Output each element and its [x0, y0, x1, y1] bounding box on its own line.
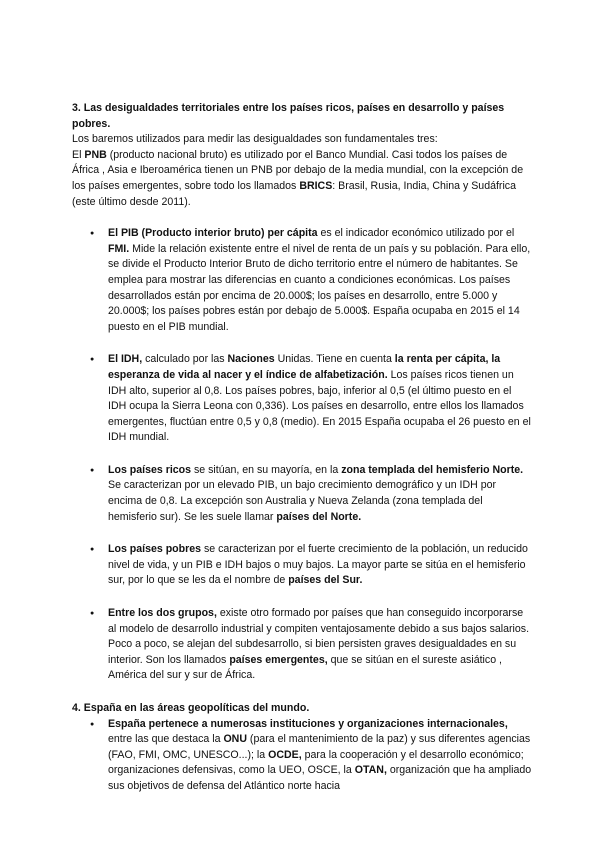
text-run: Se caracterizan por un elevado PIB, un bajo crecimiento demográfico y un IDH por encima de 0,8. La excepción son Australia y Nueva Zelanda (zona templada del hemisferio sur). Se les suele llamar	[108, 479, 497, 523]
text-run: que se sitúan en el sureste asiático , América del sur y sur de África.	[108, 653, 502, 682]
text-run: Unidas. Tiene en cuenta	[274, 353, 395, 366]
bold-text-run: OCDE,	[268, 748, 302, 761]
text-run: : Brasil, Rusia, India, China y Sudáfrica (este último desde 2011).	[72, 179, 516, 208]
text-run: se sitúan, en su mayoría, en la	[191, 463, 342, 476]
text-run: El	[72, 148, 85, 161]
section-3-heading: 3. Las desigualdades territoriales entre los países ricos, países en desarrollo y países pobres.	[72, 102, 505, 130]
bold-text-run: OTAN,	[354, 764, 387, 777]
section-3-intro-2	[72, 148, 532, 210]
text-run: (producto nacional bruto) es utilizado por el Banco Mundial. Casi todos los países de África , Asia e Iberoamérica tienen un PNB por debajo de la media mundial, con la excepción de los países emergentes, sobre todo los llamados	[72, 148, 524, 192]
bold-text-run: países emergentes,	[229, 653, 328, 666]
bullet-idh	[72, 352, 532, 446]
bullet-paises-ricos	[72, 463, 532, 525]
bold-text-run: países del Sur.	[288, 574, 363, 587]
bold-text-run: Naciones	[227, 353, 275, 366]
section-3	[72, 101, 532, 684]
bold-text-run: zona templada del hemisferio Norte.	[341, 463, 524, 476]
bullet-paises-emergentes	[72, 606, 532, 684]
text-run: Mide la relación existente entre el nivel de renta de un país y su población. Para ello, se divide el Producto Interior Bruto de dicho territorio entre el número de habitantes. Se emplea para mostrar las diferencias en cuanto a condiciones económicas. Los países desarrollados están por encima de 20.000$; los países en desarrollo, entre 5.000 y 20.000$; los países pobres están por debajo de 5.000$. España ocupaba en 2015 el 14 puesto en el PIB mundial.	[108, 242, 531, 333]
bold-text-run: El PIB (Producto interior bruto) per cápita	[108, 227, 318, 240]
text-run: existe otro formado por países que han conseguido incorporarse al modelo de desarrollo industrial y compiten ventajosamente debido a sus bajos salarios. Poco a poco, se alejan del subdesarrollo, si bien persisten graves desigualdades en su interior. Son los llamados	[108, 607, 530, 666]
section-4-heading: 4. España en las áreas geopolíticas del mundo.	[72, 702, 310, 714]
document-page	[72, 101, 532, 795]
text-run: se caracterizan por el fuerte crecimiento de la población, un reducido nivel de vida, y un PIB e IDH bajos o muy bajos. La mayor parte se sitúa en el hemisferio sur, por lo que se les da el nombre de	[108, 543, 528, 587]
text-run: organización que ha ampliado sus objetivos de defensa del Atlántico norte hacia	[108, 764, 532, 792]
bold-text-run: Los países pobres	[108, 543, 202, 556]
bold-text-run: El IDH,	[108, 353, 143, 366]
text-run: entre las que destaca la	[108, 733, 224, 746]
bold-text-run: Los países ricos	[108, 463, 192, 476]
bullet-organizaciones	[72, 717, 532, 795]
bullet-paises-pobres	[72, 542, 532, 589]
bullet-pib	[72, 226, 532, 335]
text-run: (para el mantenimiento de la paz) y sus diferentes agencias (FAO, FMI, OMC, UNESCO...); la	[108, 733, 531, 761]
section-3-bullet-list	[72, 226, 532, 684]
bold-text-run: España pertenece a numerosas instituciones y organizaciones internacionales,	[108, 717, 508, 730]
bold-text-run: ONU	[223, 733, 247, 746]
section-4-bullet-list	[72, 717, 532, 795]
bold-text-run: países del Norte.	[276, 510, 362, 523]
text-run: calculado por las	[142, 353, 228, 366]
text-run: Los países ricos tienen un IDH alto, superior al 0,8. Los países pobres, bajo, inferior al 0,5 (el último puesto en el IDH ocupa la Sierra Leona con 0,336). Los países en desarrollo, entre ellos los llamados emergentes, fluctúan entre 0,5 y 0,8 (medio). En 2015 España ocupaba el 26 puesto en el IDH mundial.	[108, 368, 531, 444]
text-run: es el indicador económico utilizado por el	[317, 227, 515, 240]
text-run: para la cooperación y el desarrollo económico; organizaciones defensivas, como la UEO, OSCE, la	[108, 748, 524, 777]
section-4	[72, 701, 532, 795]
section-3-intro-1: Los baremos utilizados para medir las desigualdades son fundamentales tres:	[72, 133, 438, 146]
bold-text-run: BRICS	[299, 179, 333, 192]
bold-text-run: la renta per cápita, la esperanza de vida al nacer y el índice de alfabetización.	[108, 353, 501, 381]
bold-text-run: FMI.	[108, 242, 130, 255]
bold-text-run: PNB	[84, 148, 107, 161]
bold-text-run: Entre los dos grupos,	[108, 607, 217, 620]
